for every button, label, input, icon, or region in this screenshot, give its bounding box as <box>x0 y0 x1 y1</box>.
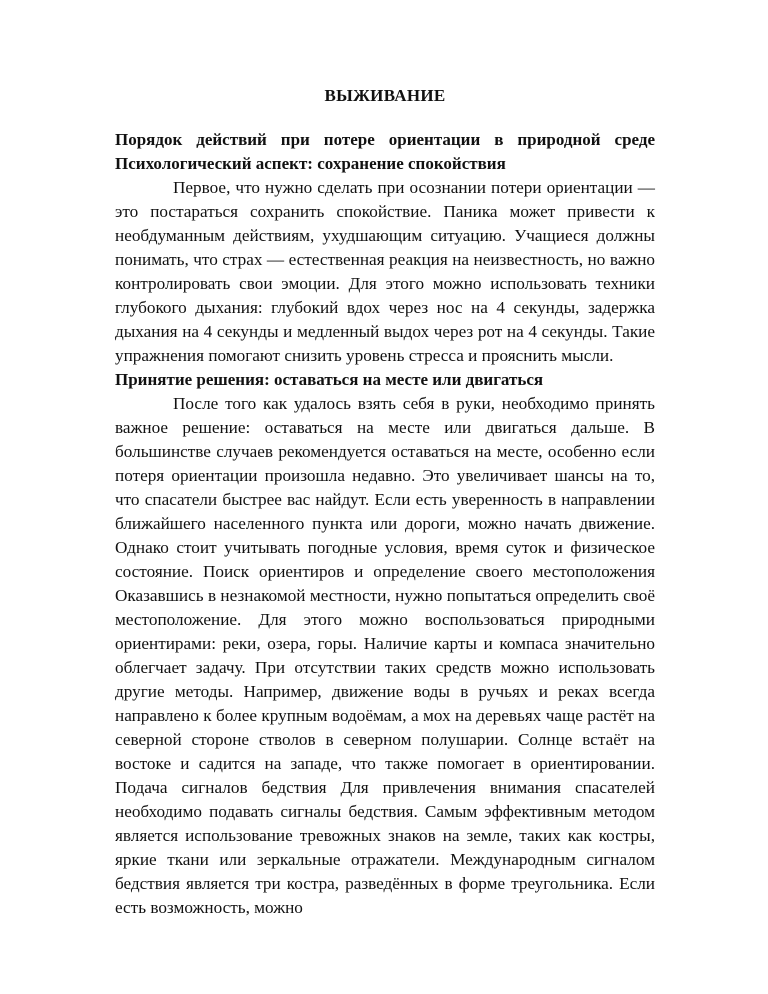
paragraph-calm: Первое, что нужно сделать при осознании потери ориентации — это постараться сохранить спокойствие. Паника может привести к необдуманным действиям, ухудшающим ситуацию. Учащиеся должны понимать, что страх — естественная реакция на неизвестность, но важно контролировать свои эмоции. Для этого можно использовать техники глубокого дыхания: глубокий вдох через нос на 4 секунды, задержка дыхания на 4 секунды и медленный выдох через рот на 4 секунды. Такие упражнения помогают снизить уровень стресса и прояснить мысли. <box>115 178 655 365</box>
paragraph-decision: После того как удалось взять себя в руки, необходимо принять важное решение: оставаться на месте или двигаться дальше. В большинстве случаев рекомендуется оставаться на месте, особенно если потеря ориентации произошла недавно. Это увеличивает шансы на то, что спасатели быстрее вас найдут. Если есть уверенность в направлении ближайшего населенного пункта или дороги, можно начать движение. Однако стоит учитывать погодные условия, время суток и физическое состояние. Поиск ориентиров и определение своего местоположения Оказавшись в незнакомой местности, нужно попытаться определить своё местоположение. Для этого можно воспользоваться природными ориентирами: реки, озера, горы. Наличие карты и компаса значительно облегчает задачу. При отсутствии таких средств можно использовать другие методы. Например, движение воды в ручьях и реках всегда направлено к более крупным водоёмам, а мох на деревьях чаще растёт на северной стороне стволов в северном полушарии. Солнце встаёт на востоке и садится на западе, что также помогает в ориентировании. Подача сигналов бедствия Для привлечения внимания спасателей необходимо подавать сигналы бедствия. Самым эффективным методом является использование тревожных знаков на земле, таких как костры, яркие ткани или зеркальные отражатели. Международным сигналом бедствия является три костра, разведённых в форме треугольника. Если есть возможность, можно <box>115 394 655 917</box>
document-title: ВЫЖИВАНИЕ <box>324 86 446 105</box>
document-page <box>115 84 655 920</box>
section-orientation-loss <box>115 128 655 368</box>
section-decision <box>115 368 655 920</box>
section-heading: Порядок действий при потере ориентации в природной среде <box>115 130 655 149</box>
subsection-heading: Принятие решения: оставаться на месте или двигаться <box>115 370 544 389</box>
subsection-heading: Психологический аспект: сохранение спокойствия <box>115 154 506 173</box>
